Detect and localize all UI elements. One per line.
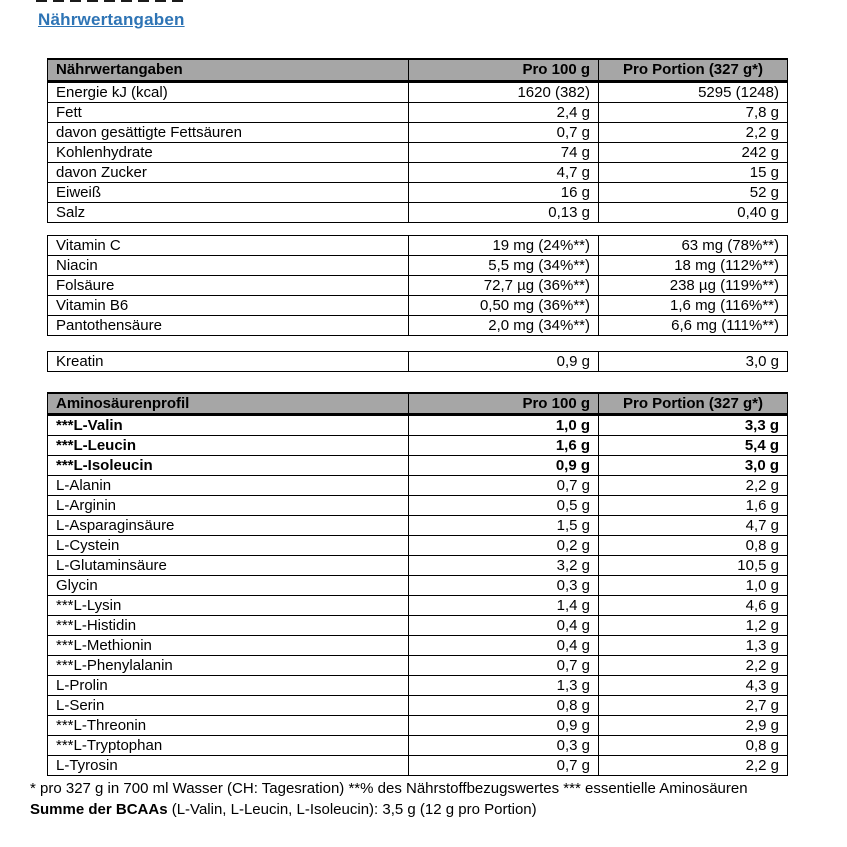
nutrient-label: Pantothensäure bbox=[48, 315, 409, 335]
nutrient-label: Eiweiß bbox=[48, 182, 409, 202]
per-100g-value: 0,8 g bbox=[409, 696, 599, 716]
nutrient-label: davon Zucker bbox=[48, 162, 409, 182]
nutrient-label: ***L-Histidin bbox=[48, 616, 409, 636]
header-per-portion: Pro Portion (327 g*) bbox=[599, 393, 788, 415]
nutrient-label: L-Glutaminsäure bbox=[48, 556, 409, 576]
table-row bbox=[48, 456, 788, 476]
per-100g-value: 0,5 g bbox=[409, 496, 599, 516]
nutrient-label: davon gesättigte Fettsäuren bbox=[48, 122, 409, 142]
per-portion-value: 3,0 g bbox=[599, 456, 788, 476]
table-row bbox=[48, 676, 788, 696]
nutrient-label: L-Cystein bbox=[48, 536, 409, 556]
per-100g-value: 0,3 g bbox=[409, 736, 599, 756]
nutrient-label: Energie kJ (kcal) bbox=[48, 81, 409, 102]
per-portion-value: 5,4 g bbox=[599, 436, 788, 456]
per-portion-value: 242 g bbox=[599, 142, 788, 162]
table-row bbox=[48, 102, 788, 122]
table-row bbox=[48, 496, 788, 516]
header-per-100g: Pro 100 g bbox=[409, 59, 599, 81]
table-row bbox=[48, 536, 788, 556]
table-row bbox=[48, 142, 788, 162]
table-row bbox=[48, 516, 788, 536]
table-row bbox=[48, 476, 788, 496]
per-portion-value: 10,5 g bbox=[599, 556, 788, 576]
per-100g-value: 0,9 g bbox=[409, 716, 599, 736]
per-100g-value: 16 g bbox=[409, 182, 599, 202]
nutrient-label: L-Arginin bbox=[48, 496, 409, 516]
per-portion-value: 4,6 g bbox=[599, 596, 788, 616]
per-100g-value: 0,50 mg (36%**) bbox=[409, 295, 599, 315]
nutrient-label: ***L-Isoleucin bbox=[48, 456, 409, 476]
nutrient-label: L-Tyrosin bbox=[48, 756, 409, 776]
per-portion-value: 63 mg (78%**) bbox=[599, 235, 788, 255]
bcaa-summary bbox=[30, 801, 819, 819]
nutrient-label: L-Alanin bbox=[48, 476, 409, 496]
per-100g-value: 0,2 g bbox=[409, 536, 599, 556]
nutrient-label: L-Serin bbox=[48, 696, 409, 716]
per-100g-value: 2,4 g bbox=[409, 102, 599, 122]
per-portion-value: 2,2 g bbox=[599, 756, 788, 776]
nutrient-label: ***L-Leucin bbox=[48, 436, 409, 456]
per-portion-value: 52 g bbox=[599, 182, 788, 202]
per-100g-value: 0,9 g bbox=[409, 351, 599, 371]
per-portion-value: 1,6 mg (116%**) bbox=[599, 295, 788, 315]
table-row bbox=[48, 756, 788, 776]
table-row bbox=[48, 696, 788, 716]
table-row bbox=[48, 202, 788, 222]
header-amino-label: Aminosäurenprofil bbox=[48, 393, 409, 415]
nutrient-label: Folsäure bbox=[48, 275, 409, 295]
table-row bbox=[48, 415, 788, 436]
per-100g-value: 0,9 g bbox=[409, 456, 599, 476]
table-row bbox=[48, 295, 788, 315]
nutrient-label: ***L-Lysin bbox=[48, 596, 409, 616]
per-100g-value: 0,3 g bbox=[409, 576, 599, 596]
table-row bbox=[48, 436, 788, 456]
nutrient-label: ***L-Tryptophan bbox=[48, 736, 409, 756]
table-row bbox=[48, 235, 788, 255]
table-header-row bbox=[48, 393, 788, 415]
per-portion-value: 1,0 g bbox=[599, 576, 788, 596]
per-portion-value: 2,9 g bbox=[599, 716, 788, 736]
per-portion-value: 0,8 g bbox=[599, 536, 788, 556]
table-row bbox=[48, 162, 788, 182]
nutrient-label: Niacin bbox=[48, 255, 409, 275]
per-100g-value: 0,4 g bbox=[409, 636, 599, 656]
nutrient-label: Vitamin B6 bbox=[48, 295, 409, 315]
per-100g-value: 19 mg (24%**) bbox=[409, 235, 599, 255]
table-row bbox=[48, 656, 788, 676]
per-portion-value: 2,7 g bbox=[599, 696, 788, 716]
per-100g-value: 0,7 g bbox=[409, 756, 599, 776]
nutrient-label: L-Prolin bbox=[48, 676, 409, 696]
per-portion-value: 5295 (1248) bbox=[599, 81, 788, 102]
per-portion-value: 4,7 g bbox=[599, 516, 788, 536]
per-portion-value: 3,0 g bbox=[599, 351, 788, 371]
nutrient-label: ***L-Valin bbox=[48, 415, 409, 436]
per-portion-value: 4,3 g bbox=[599, 676, 788, 696]
per-portion-value: 6,6 mg (111%**) bbox=[599, 315, 788, 335]
nutrient-label: Salz bbox=[48, 202, 409, 222]
per-portion-value: 0,40 g bbox=[599, 202, 788, 222]
bcaa-summary-value: (L-Valin, L-Leucin, L-Isoleucin): 3,5 g (12 g pro Portion) bbox=[167, 800, 537, 818]
bcaa-summary-label: Summe der BCAAs bbox=[30, 800, 168, 818]
table-row bbox=[48, 716, 788, 736]
table-row bbox=[48, 81, 788, 102]
table-row bbox=[48, 275, 788, 295]
per-100g-value: 1,6 g bbox=[409, 436, 599, 456]
per-100g-value: 1,4 g bbox=[409, 596, 599, 616]
header-per-portion: Pro Portion (327 g*) bbox=[599, 59, 788, 81]
per-100g-value: 72,7 µg (36%**) bbox=[409, 275, 599, 295]
nutrient-label: Kohlenhydrate bbox=[48, 142, 409, 162]
per-portion-value: 2,2 g bbox=[599, 656, 788, 676]
page-title: Nährwertangaben bbox=[38, 10, 185, 29]
table-row bbox=[48, 636, 788, 656]
nutrient-label: ***L-Phenylalanin bbox=[48, 656, 409, 676]
per-100g-value: 0,4 g bbox=[409, 616, 599, 636]
per-portion-value: 2,2 g bbox=[599, 122, 788, 142]
header-nutrient-label: Nährwertangaben bbox=[48, 59, 409, 81]
amino-acid-table bbox=[47, 392, 788, 777]
per-portion-value: 3,3 g bbox=[599, 415, 788, 436]
nutrition-table bbox=[47, 58, 788, 223]
top-crop-artifact bbox=[36, 0, 186, 2]
nutrient-label: L-Asparaginsäure bbox=[48, 516, 409, 536]
table-row bbox=[48, 351, 788, 371]
table-row bbox=[48, 736, 788, 756]
per-100g-value: 1,0 g bbox=[409, 415, 599, 436]
nutrient-label: ***L-Threonin bbox=[48, 716, 409, 736]
nutrient-label: Fett bbox=[48, 102, 409, 122]
table-row bbox=[48, 255, 788, 275]
per-100g-value: 1,3 g bbox=[409, 676, 599, 696]
per-portion-value: 15 g bbox=[599, 162, 788, 182]
footnote-text: * pro 327 g in 700 ml Wasser (CH: Tagesration) **% des Nährstoffbezugswertes *** essentielle Aminosäuren bbox=[30, 780, 748, 797]
per-100g-value: 0,13 g bbox=[409, 202, 599, 222]
table-row bbox=[48, 122, 788, 142]
per-portion-value: 18 mg (112%**) bbox=[599, 255, 788, 275]
per-portion-value: 7,8 g bbox=[599, 102, 788, 122]
table-row bbox=[48, 315, 788, 335]
per-100g-value: 3,2 g bbox=[409, 556, 599, 576]
per-portion-value: 0,8 g bbox=[599, 736, 788, 756]
per-100g-value: 0,7 g bbox=[409, 656, 599, 676]
per-100g-value: 2,0 mg (34%**) bbox=[409, 315, 599, 335]
per-portion-value: 238 µg (119%**) bbox=[599, 275, 788, 295]
table-row bbox=[48, 616, 788, 636]
per-100g-value: 4,7 g bbox=[409, 162, 599, 182]
nutrient-label: ***L-Methionin bbox=[48, 636, 409, 656]
table-header-row bbox=[48, 59, 788, 81]
nutrient-label: Vitamin C bbox=[48, 235, 409, 255]
table-row bbox=[48, 556, 788, 576]
vitamins-table bbox=[47, 235, 788, 336]
per-100g-value: 74 g bbox=[409, 142, 599, 162]
per-100g-value: 5,5 mg (34%**) bbox=[409, 255, 599, 275]
per-100g-value: 1,5 g bbox=[409, 516, 599, 536]
nutrient-label: Glycin bbox=[48, 576, 409, 596]
per-100g-value: 0,7 g bbox=[409, 122, 599, 142]
nutrient-label: Kreatin bbox=[48, 351, 409, 371]
per-portion-value: 1,6 g bbox=[599, 496, 788, 516]
kreatin-table bbox=[47, 351, 788, 372]
per-100g-value: 0,7 g bbox=[409, 476, 599, 496]
table-row bbox=[48, 596, 788, 616]
per-portion-value: 2,2 g bbox=[599, 476, 788, 496]
header-per-100g: Pro 100 g bbox=[409, 393, 599, 415]
per-100g-value: 1620 (382) bbox=[409, 81, 599, 102]
per-portion-value: 1,2 g bbox=[599, 616, 788, 636]
table-row bbox=[48, 182, 788, 202]
table-row bbox=[48, 576, 788, 596]
per-portion-value: 1,3 g bbox=[599, 636, 788, 656]
